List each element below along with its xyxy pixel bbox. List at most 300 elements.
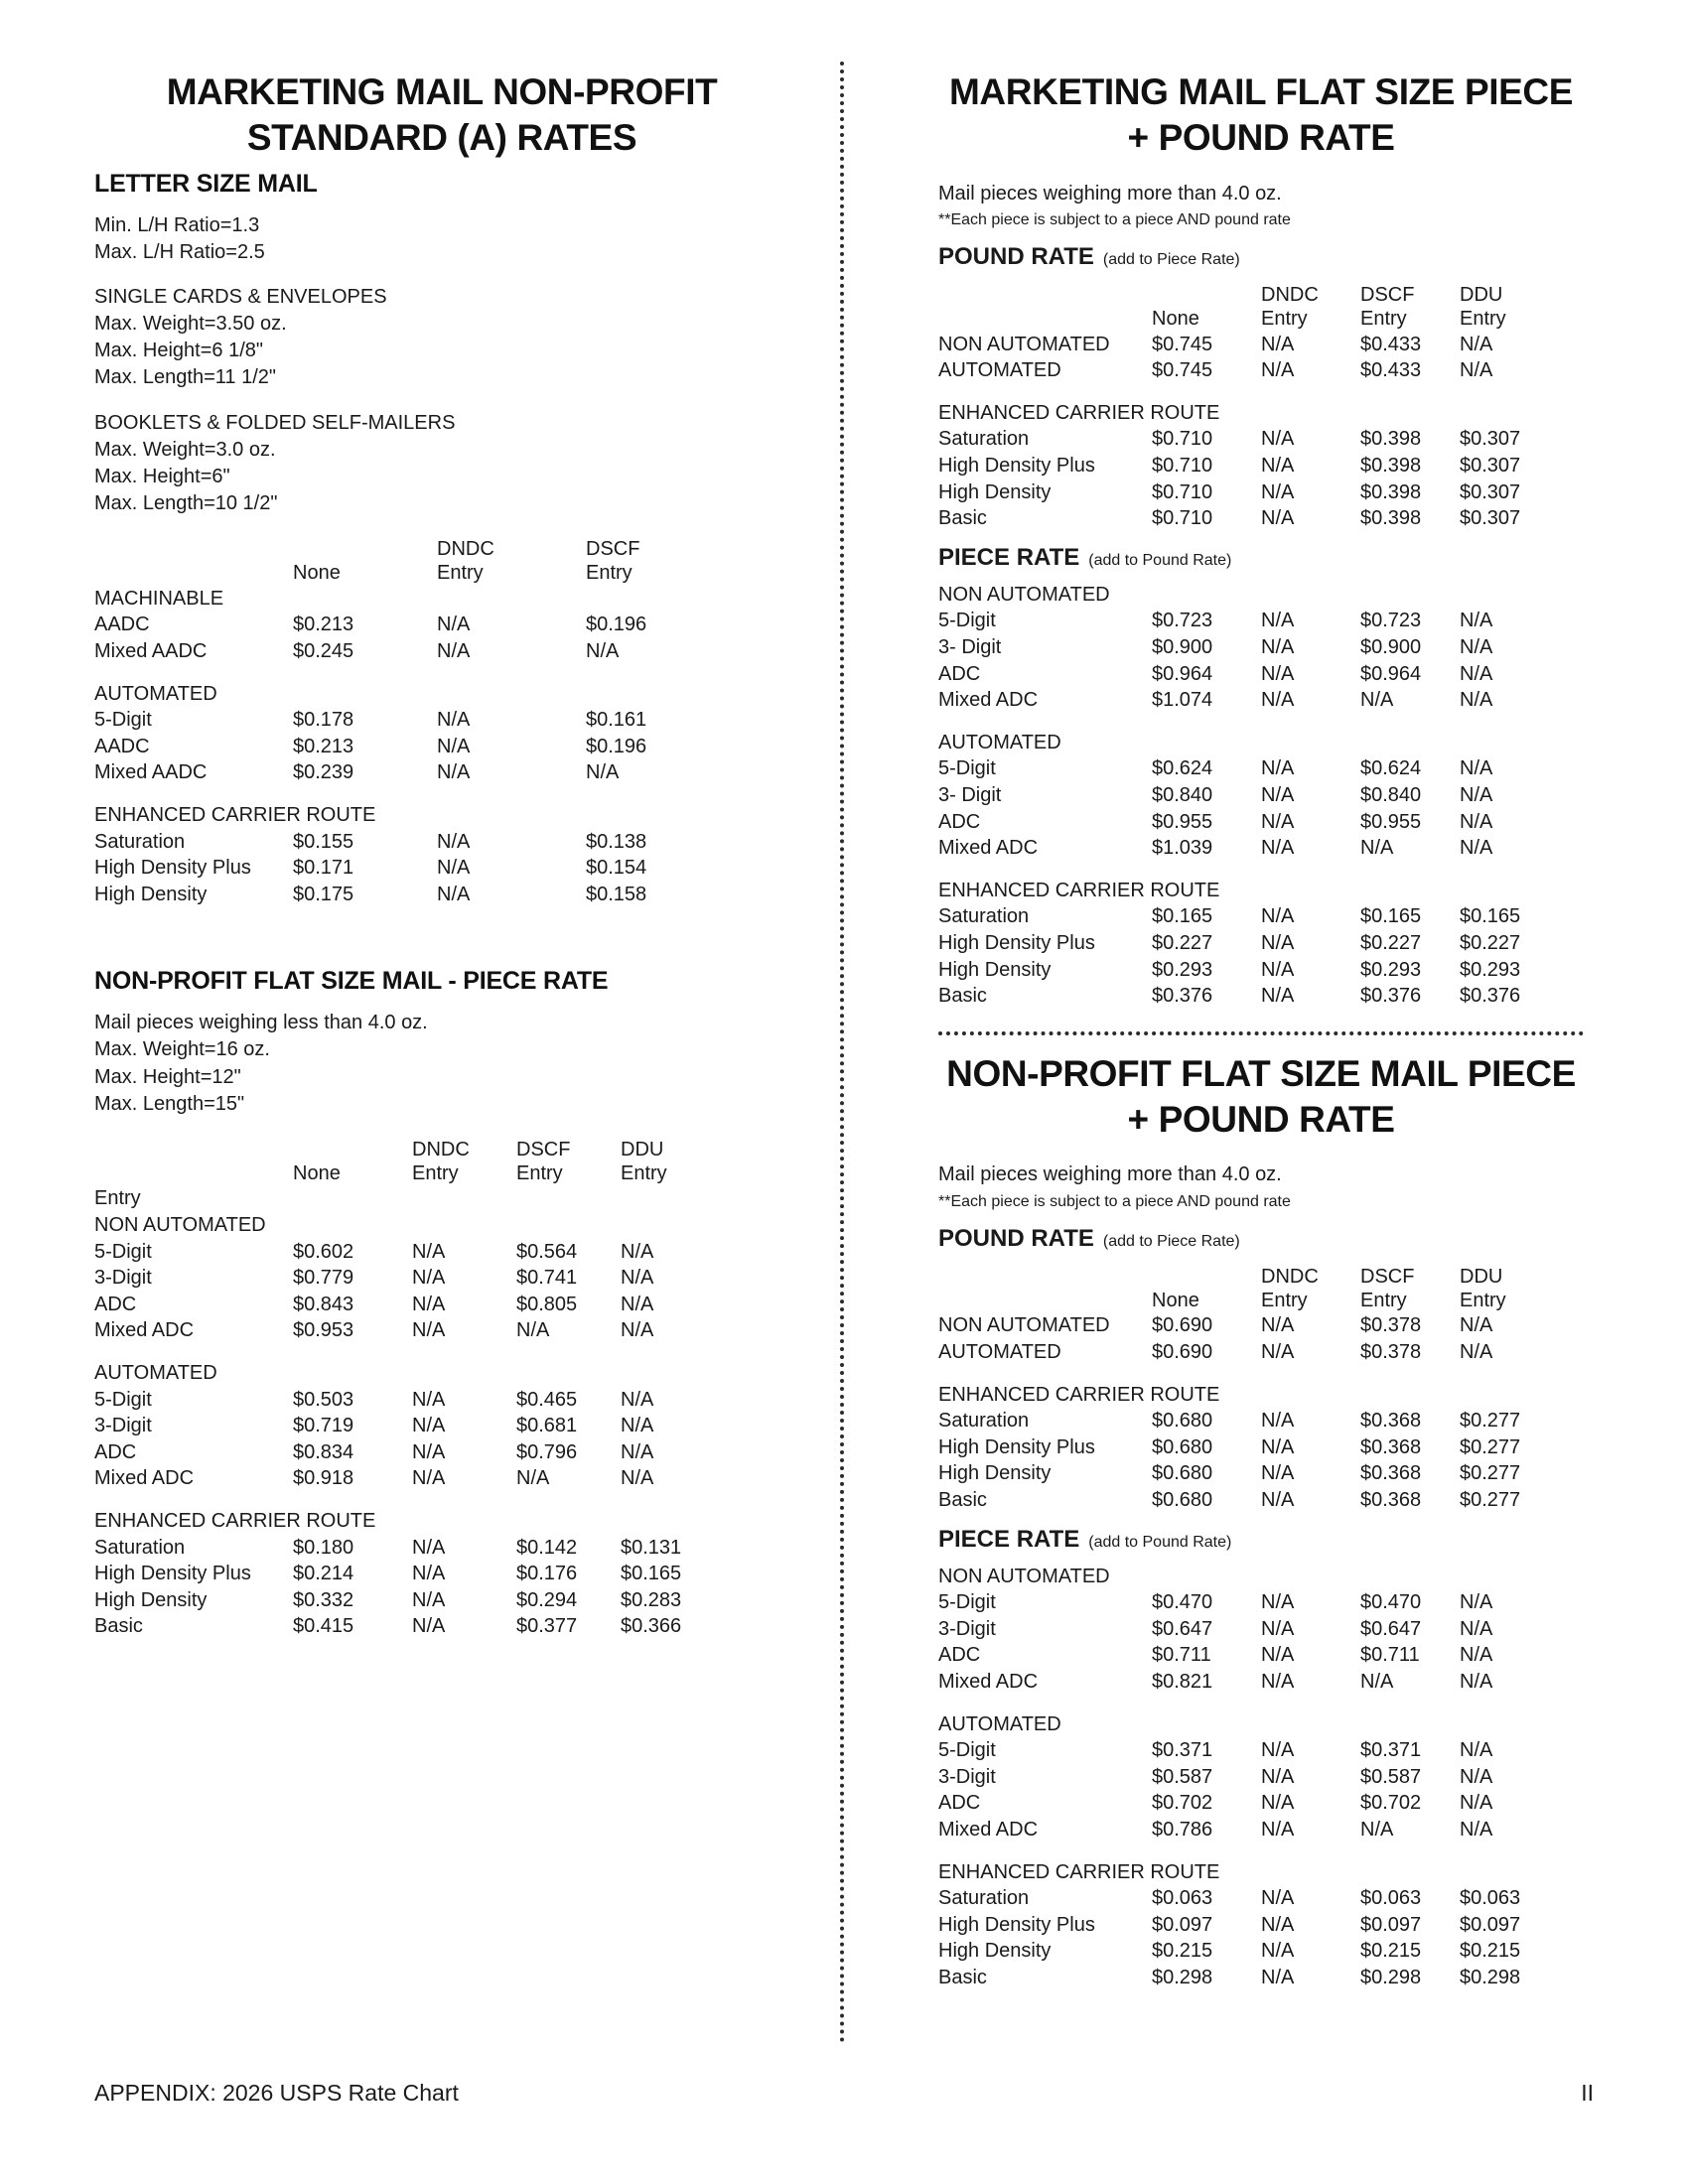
spec-line: Max. Length=15" xyxy=(94,1092,245,1115)
cell-dndc: N/A xyxy=(412,1440,446,1463)
col-head-blank xyxy=(293,535,437,561)
group-header-row xyxy=(94,802,735,829)
cell-dscf: $0.955 xyxy=(1360,810,1422,833)
cell-ddu: N/A xyxy=(1460,1818,1493,1841)
cell-none: $0.723 xyxy=(1152,610,1213,632)
cell-dscf: $0.398 xyxy=(1360,480,1422,503)
col-head-blank xyxy=(1152,281,1261,307)
table-row xyxy=(938,1312,1554,1339)
cell-ddu: N/A xyxy=(1460,783,1493,806)
cell-dscf: $0.398 xyxy=(1360,428,1422,451)
cell-dscf: N/A xyxy=(1360,689,1394,712)
table-header-row-bottom xyxy=(938,307,1554,331)
flat-spec-block xyxy=(94,1010,789,1118)
cell-none: $0.245 xyxy=(293,639,354,662)
table-header-row-top xyxy=(938,1263,1554,1289)
table-row xyxy=(938,1339,1554,1366)
cell-dndc: N/A xyxy=(1261,1314,1295,1337)
col-head-entry: Entry xyxy=(1261,1290,1308,1312)
cell-dndc: N/A xyxy=(1261,455,1295,478)
cell-ddu: $0.215 xyxy=(1460,1940,1521,1963)
cell-dndc: N/A xyxy=(1261,359,1295,382)
cell-none: $0.745 xyxy=(1152,333,1213,355)
row-label: AUTOMATED xyxy=(938,1341,1061,1363)
row-label: Mixed ADC xyxy=(94,1467,195,1490)
row-label: High Density xyxy=(938,1940,1052,1963)
cell-dndc: N/A xyxy=(1261,1462,1295,1485)
table-row xyxy=(938,1764,1554,1791)
row-label: High Density Plus xyxy=(938,931,1095,954)
cell-dscf: $0.723 xyxy=(1360,610,1422,632)
cell-none: $0.680 xyxy=(1152,1488,1213,1511)
row-label: Mixed ADC xyxy=(938,837,1039,860)
cell-dndc: N/A xyxy=(1261,757,1295,780)
cell-dndc: N/A xyxy=(412,1415,446,1437)
col-head-dndc: DNDC xyxy=(412,1138,470,1160)
col-head-ddu: DDU xyxy=(621,1138,664,1160)
cell-ddu: $0.165 xyxy=(1460,905,1521,928)
cell-dndc: N/A xyxy=(412,1563,446,1585)
cell-ddu: $0.307 xyxy=(1460,480,1521,503)
cell-ddu: $0.277 xyxy=(1460,1488,1521,1511)
cell-dndc: N/A xyxy=(1261,783,1295,806)
table-header xyxy=(938,1263,1554,1312)
cell-none: $0.293 xyxy=(1152,958,1213,981)
cell-none: $0.680 xyxy=(1152,1462,1213,1485)
table-row xyxy=(94,1265,720,1292)
row-label: High Density xyxy=(938,958,1052,981)
group-label: AUTOMATED xyxy=(938,731,1061,753)
cell-dscf: $0.433 xyxy=(1360,333,1422,355)
col-head-blank xyxy=(94,535,293,561)
cell-dscf: $0.294 xyxy=(516,1588,578,1611)
group-header-row xyxy=(938,400,1554,427)
cell-dscf: $0.378 xyxy=(1360,1341,1422,1363)
table-row xyxy=(938,1408,1554,1434)
non-profit-flat-piece-pound-title: NON-PROFIT FLAT SIZE MAIL PIECE + POUND RATE xyxy=(946,1052,1576,1140)
section-two-note: Mail pieces weighing more than 4.0 oz. xyxy=(938,1163,1282,1186)
cell-none: $0.503 xyxy=(293,1388,354,1411)
table-row xyxy=(94,1439,720,1466)
cell-dndc: N/A xyxy=(437,830,471,853)
col-head-ddu: DDU xyxy=(1460,283,1503,306)
cell-dscf: N/A xyxy=(1360,1818,1394,1841)
cell-ddu: $0.376 xyxy=(1460,985,1521,1008)
cell-dndc: N/A xyxy=(1261,1435,1295,1458)
group-header-row xyxy=(938,1382,1554,1409)
cell-dndc: N/A xyxy=(1261,689,1295,712)
cell-dscf: $0.465 xyxy=(516,1388,578,1411)
page-footer xyxy=(94,2080,1594,2107)
row-label: Saturation xyxy=(938,1887,1030,1910)
row-label: 5-Digit xyxy=(94,709,152,732)
cell-dndc: N/A xyxy=(437,761,471,784)
table-row xyxy=(938,687,1554,714)
row-label: ADC xyxy=(94,1440,137,1463)
col-head-dndc: DNDC xyxy=(1261,1265,1319,1288)
cell-dscf: $0.368 xyxy=(1360,1410,1422,1433)
table-row xyxy=(938,1965,1554,1991)
cell-dndc: N/A xyxy=(412,1240,446,1263)
row-label: 3-Digit xyxy=(938,1617,996,1640)
cell-dscf: $0.158 xyxy=(586,883,647,905)
cell-dndc: N/A xyxy=(412,1615,446,1638)
row-label: Mixed AADC xyxy=(94,639,208,662)
pound-rate-label: POUND RATE xyxy=(938,1225,1094,1253)
row-label: 3-Digit xyxy=(938,1765,996,1788)
cell-dscf: $0.063 xyxy=(1360,1887,1422,1910)
group-header-row xyxy=(938,878,1554,904)
spec-line: Max. Height=12" xyxy=(94,1065,241,1088)
cell-none: $0.587 xyxy=(1152,1765,1213,1788)
group-label: AUTOMATED xyxy=(94,682,217,705)
cell-dscf: $0.138 xyxy=(586,830,647,853)
row-label: AADC xyxy=(94,614,150,636)
cell-dndc: N/A xyxy=(1261,480,1295,503)
cell-none: $0.215 xyxy=(1152,1940,1213,1963)
cell-ddu: N/A xyxy=(1460,1617,1493,1640)
col-head-dndc: DNDC xyxy=(437,537,494,560)
row-label: 5-Digit xyxy=(94,1388,152,1411)
col-head-blank xyxy=(938,281,1152,307)
cell-dscf: $0.196 xyxy=(586,735,647,757)
cell-none: $0.213 xyxy=(293,735,354,757)
letter-rate-table xyxy=(94,535,735,907)
table-header-row-bottom xyxy=(94,1161,720,1185)
table-row xyxy=(94,1613,720,1640)
table-row xyxy=(94,638,735,665)
cell-ddu: N/A xyxy=(1460,1670,1493,1693)
cell-dscf: $0.161 xyxy=(586,709,647,732)
cell-none: $0.371 xyxy=(1152,1739,1213,1762)
row-label: High Density Plus xyxy=(938,1435,1095,1458)
cell-ddu: N/A xyxy=(1460,810,1493,833)
table-row xyxy=(94,882,735,908)
row-label: ADC xyxy=(938,1644,981,1667)
col-head-blank xyxy=(94,561,293,585)
cell-ddu: N/A xyxy=(621,1293,654,1315)
cell-none: $0.710 xyxy=(1152,428,1213,451)
spec-line: Max. Length=10 1/2" xyxy=(94,492,278,515)
spec-line: Max. Weight=3.50 oz. xyxy=(94,313,287,336)
row-label: 5-Digit xyxy=(938,610,996,632)
col-head-blank xyxy=(938,1289,1152,1312)
table-row xyxy=(938,357,1554,384)
group-header-row xyxy=(94,1212,720,1239)
cell-none: $0.227 xyxy=(1152,931,1213,954)
cell-dscf: $0.840 xyxy=(1360,783,1422,806)
spacer-row xyxy=(938,862,1554,878)
cell-dscf: $0.741 xyxy=(516,1267,578,1290)
cell-dscf: $0.378 xyxy=(1360,1314,1422,1337)
section-one-pound-rate-table xyxy=(938,281,1554,532)
group-label: NON AUTOMATED xyxy=(938,1565,1110,1587)
cell-dscf: $0.368 xyxy=(1360,1435,1422,1458)
cell-ddu: $0.097 xyxy=(1460,1913,1521,1936)
cell-none: $0.821 xyxy=(1152,1670,1213,1693)
col-head-dscf: DSCF xyxy=(516,1138,571,1160)
table-row xyxy=(938,453,1554,479)
col-head-blank xyxy=(94,1136,293,1161)
table-row xyxy=(938,1737,1554,1764)
table-row xyxy=(938,782,1554,809)
table-row xyxy=(938,983,1554,1010)
cell-dndc: N/A xyxy=(1261,1644,1295,1667)
cell-none: $0.719 xyxy=(293,1415,354,1437)
cell-dscf: $0.398 xyxy=(1360,507,1422,530)
cell-none: $0.332 xyxy=(293,1588,354,1611)
table-row xyxy=(938,1589,1554,1616)
cell-none: $0.155 xyxy=(293,830,354,853)
appendix-label: APPENDIX: 2026 USPS Rate Chart xyxy=(94,2080,459,2106)
table-row xyxy=(94,1317,720,1344)
cell-none: $0.180 xyxy=(293,1536,354,1559)
col-head-entry: Entry xyxy=(1261,308,1308,331)
col-head-blank xyxy=(938,1263,1152,1289)
row-label: Mixed ADC xyxy=(94,1319,195,1342)
cell-dndc: N/A xyxy=(1261,1765,1295,1788)
table-row xyxy=(938,1434,1554,1461)
cell-dscf: $0.176 xyxy=(516,1563,578,1585)
section-one-pound-rate-heading xyxy=(938,243,1584,271)
cell-ddu: N/A xyxy=(1460,757,1493,780)
cell-dscf: N/A xyxy=(516,1319,550,1342)
row-label: High Density xyxy=(938,1462,1052,1485)
table-row xyxy=(938,608,1554,634)
col-head-blank xyxy=(293,1136,412,1161)
row-label: Basic xyxy=(938,507,987,530)
cell-none: $0.711 xyxy=(1152,1644,1211,1667)
table-row xyxy=(938,1616,1554,1643)
row-label: 5-Digit xyxy=(938,1739,996,1762)
cell-dndc: N/A xyxy=(412,1293,446,1315)
col-head-none: None xyxy=(293,1162,341,1185)
cell-dndc: N/A xyxy=(412,1388,446,1411)
group-header-row xyxy=(938,730,1554,756)
spacer-row xyxy=(94,786,735,802)
row-label: Saturation xyxy=(94,830,186,853)
table-row xyxy=(938,1817,1554,1843)
group-header-row xyxy=(938,582,1554,609)
section-one-note-small: **Each piece is subject to a piece AND pound rate xyxy=(938,210,1291,228)
table-row xyxy=(94,612,735,638)
row-label: Mixed ADC xyxy=(938,1818,1039,1841)
cell-dscf: $0.564 xyxy=(516,1240,578,1263)
cell-dscf: $0.647 xyxy=(1360,1617,1422,1640)
cell-dndc: N/A xyxy=(1261,1887,1295,1910)
cell-dndc: N/A xyxy=(1261,1913,1295,1936)
cell-none: $0.063 xyxy=(1152,1887,1213,1910)
cell-ddu: N/A xyxy=(1460,1792,1493,1815)
cell-dscf: N/A xyxy=(586,761,620,784)
cell-dscf: $0.377 xyxy=(516,1615,578,1638)
cell-ddu: $0.277 xyxy=(1460,1462,1521,1485)
cell-none: $0.955 xyxy=(1152,810,1213,833)
table-row xyxy=(94,1387,720,1414)
cell-dscf: $0.154 xyxy=(586,857,647,880)
spec-line: Max. Height=6" xyxy=(94,466,230,487)
row-label: High Density xyxy=(94,1588,208,1611)
table-row xyxy=(938,1938,1554,1965)
pound-rate-sublabel: (add to Piece Rate) xyxy=(1102,251,1240,269)
cell-none: $0.097 xyxy=(1152,1913,1213,1936)
cell-ddu: $0.307 xyxy=(1460,455,1521,478)
row-label: NON AUTOMATED xyxy=(938,1314,1110,1337)
cell-dscf: $0.196 xyxy=(586,614,647,636)
spacer-row xyxy=(94,1344,720,1360)
section-two-piece-rate-table xyxy=(938,1564,1554,1991)
cell-dscf: $0.900 xyxy=(1360,636,1422,659)
right-column xyxy=(938,69,1584,1990)
table-row xyxy=(94,1561,720,1587)
cell-dscf: N/A xyxy=(516,1467,550,1490)
cell-ddu: N/A xyxy=(621,1388,654,1411)
cell-ddu: N/A xyxy=(1460,333,1493,355)
cell-ddu: N/A xyxy=(1460,1591,1493,1614)
cell-ddu: N/A xyxy=(1460,689,1493,712)
section-spacer xyxy=(94,907,789,967)
booklets-block xyxy=(94,410,789,518)
group-label: ENHANCED CARRIER ROUTE xyxy=(938,401,1220,424)
cell-dscf: $0.624 xyxy=(1360,757,1422,780)
table-header xyxy=(938,281,1554,331)
row-label: Mixed ADC xyxy=(938,1670,1039,1693)
group-label: AUTOMATED xyxy=(94,1362,217,1384)
flat-table-body xyxy=(94,1185,720,1640)
row-label: 5-Digit xyxy=(938,757,996,780)
table-row xyxy=(938,1790,1554,1817)
cell-none: $0.843 xyxy=(293,1293,354,1315)
cell-dndc: N/A xyxy=(1261,1488,1295,1511)
cell-none: $0.702 xyxy=(1152,1792,1213,1815)
entry-label-row xyxy=(94,1185,720,1212)
cell-dndc: N/A xyxy=(1261,1617,1295,1640)
row-label: AADC xyxy=(94,735,150,757)
cell-ddu: N/A xyxy=(1460,1314,1493,1337)
table-row xyxy=(938,1460,1554,1487)
table-header-row-top xyxy=(94,535,735,561)
section-two-note-small: **Each piece is subject to a piece AND pound rate xyxy=(938,1192,1291,1210)
table-row xyxy=(94,1587,720,1614)
cell-dndc: N/A xyxy=(437,614,471,636)
group-header-row xyxy=(94,1508,720,1535)
spec-line: Min. L/H Ratio=1.3 xyxy=(94,213,260,236)
table-row xyxy=(938,755,1554,782)
row-label: 3- Digit xyxy=(938,783,1002,806)
cell-ddu: N/A xyxy=(1460,662,1493,685)
table-row xyxy=(94,1535,720,1562)
table-row xyxy=(94,759,735,786)
cell-dscf: $0.398 xyxy=(1360,455,1422,478)
row-label: High Density Plus xyxy=(94,1563,251,1585)
section-two-piece-rate-heading xyxy=(938,1526,1584,1554)
row-label: High Density Plus xyxy=(94,857,251,880)
row-label: High Density Plus xyxy=(938,455,1095,478)
table-row xyxy=(938,1912,1554,1939)
col-head-entry: Entry xyxy=(412,1162,459,1185)
col-head-entry: Entry xyxy=(1460,308,1506,331)
spacer-row xyxy=(938,714,1554,730)
table-row xyxy=(938,903,1554,930)
col-head-none: None xyxy=(1152,308,1199,331)
cell-dndc: N/A xyxy=(1261,1670,1295,1693)
row-label: ADC xyxy=(938,1792,981,1815)
col-head-entry: Entry xyxy=(1360,1290,1407,1312)
row-label: 3-Digit xyxy=(94,1415,152,1437)
cell-dscf: $0.215 xyxy=(1360,1940,1422,1963)
table-row xyxy=(938,1642,1554,1669)
cell-dscf: $0.805 xyxy=(516,1293,578,1315)
group-header-row xyxy=(938,1564,1554,1590)
cell-dndc: N/A xyxy=(412,1319,446,1342)
pound-rate-body xyxy=(938,332,1554,532)
cell-none: $0.786 xyxy=(1152,1818,1213,1841)
piece-rate-label: PIECE RATE xyxy=(938,1525,1080,1553)
cell-none: $0.165 xyxy=(1152,905,1213,928)
table-row xyxy=(938,1669,1554,1696)
cell-dndc: N/A xyxy=(1261,931,1295,954)
column-divider xyxy=(840,62,844,2044)
cell-dscf: $0.227 xyxy=(1360,931,1422,954)
cell-dndc: N/A xyxy=(1261,1966,1295,1988)
cell-ddu: N/A xyxy=(1460,1739,1493,1762)
pound-rate-label: POUND RATE xyxy=(938,243,1094,271)
cell-none: $0.213 xyxy=(293,614,354,636)
cell-dndc: N/A xyxy=(412,1588,446,1611)
group-header-row xyxy=(938,1711,1554,1738)
cell-ddu: $0.366 xyxy=(621,1615,682,1638)
row-label: Basic xyxy=(938,985,987,1008)
group-label: ENHANCED CARRIER ROUTE xyxy=(938,1860,1220,1883)
non-profit-flat-rate-table xyxy=(94,1136,720,1640)
row-label: 5-Digit xyxy=(94,1240,152,1263)
row-label: Basic xyxy=(938,1488,987,1511)
col-head-dscf: DSCF xyxy=(1360,1265,1415,1288)
cell-dndc: N/A xyxy=(437,857,471,880)
cell-ddu: N/A xyxy=(1460,359,1493,382)
cell-none: $0.840 xyxy=(1152,783,1213,806)
col-head-blank xyxy=(938,307,1152,331)
cell-ddu: $0.277 xyxy=(1460,1435,1521,1458)
table-row xyxy=(94,1292,720,1318)
cell-none: $0.834 xyxy=(293,1440,354,1463)
cell-none: $1.074 xyxy=(1152,689,1213,712)
table-row xyxy=(938,930,1554,957)
table-row xyxy=(938,426,1554,453)
cell-none: $0.710 xyxy=(1152,507,1213,530)
cell-none: $0.680 xyxy=(1152,1410,1213,1433)
table-header-row-bottom xyxy=(938,1289,1554,1312)
cell-none: $0.964 xyxy=(1152,662,1213,685)
cell-none: $0.690 xyxy=(1152,1314,1213,1337)
marketing-flat-title: MARKETING MAIL FLAT SIZE PIECE + POUND RATE xyxy=(949,71,1573,159)
col-head-blank xyxy=(94,1161,293,1185)
cell-none: $0.239 xyxy=(293,761,354,784)
cell-ddu: N/A xyxy=(1460,1765,1493,1788)
cell-dscf: $0.587 xyxy=(1360,1765,1422,1788)
cell-dndc: N/A xyxy=(1261,428,1295,451)
group-header-row xyxy=(94,681,735,708)
cell-ddu: $0.277 xyxy=(1460,1410,1521,1433)
cell-none: $0.376 xyxy=(1152,985,1213,1008)
cell-dscf: $0.711 xyxy=(1360,1644,1420,1667)
col-head-dscf: DSCF xyxy=(586,537,640,560)
table-row xyxy=(938,835,1554,862)
cell-dscf: N/A xyxy=(586,639,620,662)
cell-ddu: N/A xyxy=(621,1319,654,1342)
row-label: 3- Digit xyxy=(938,636,1002,659)
col-head-none: None xyxy=(1152,1290,1199,1312)
